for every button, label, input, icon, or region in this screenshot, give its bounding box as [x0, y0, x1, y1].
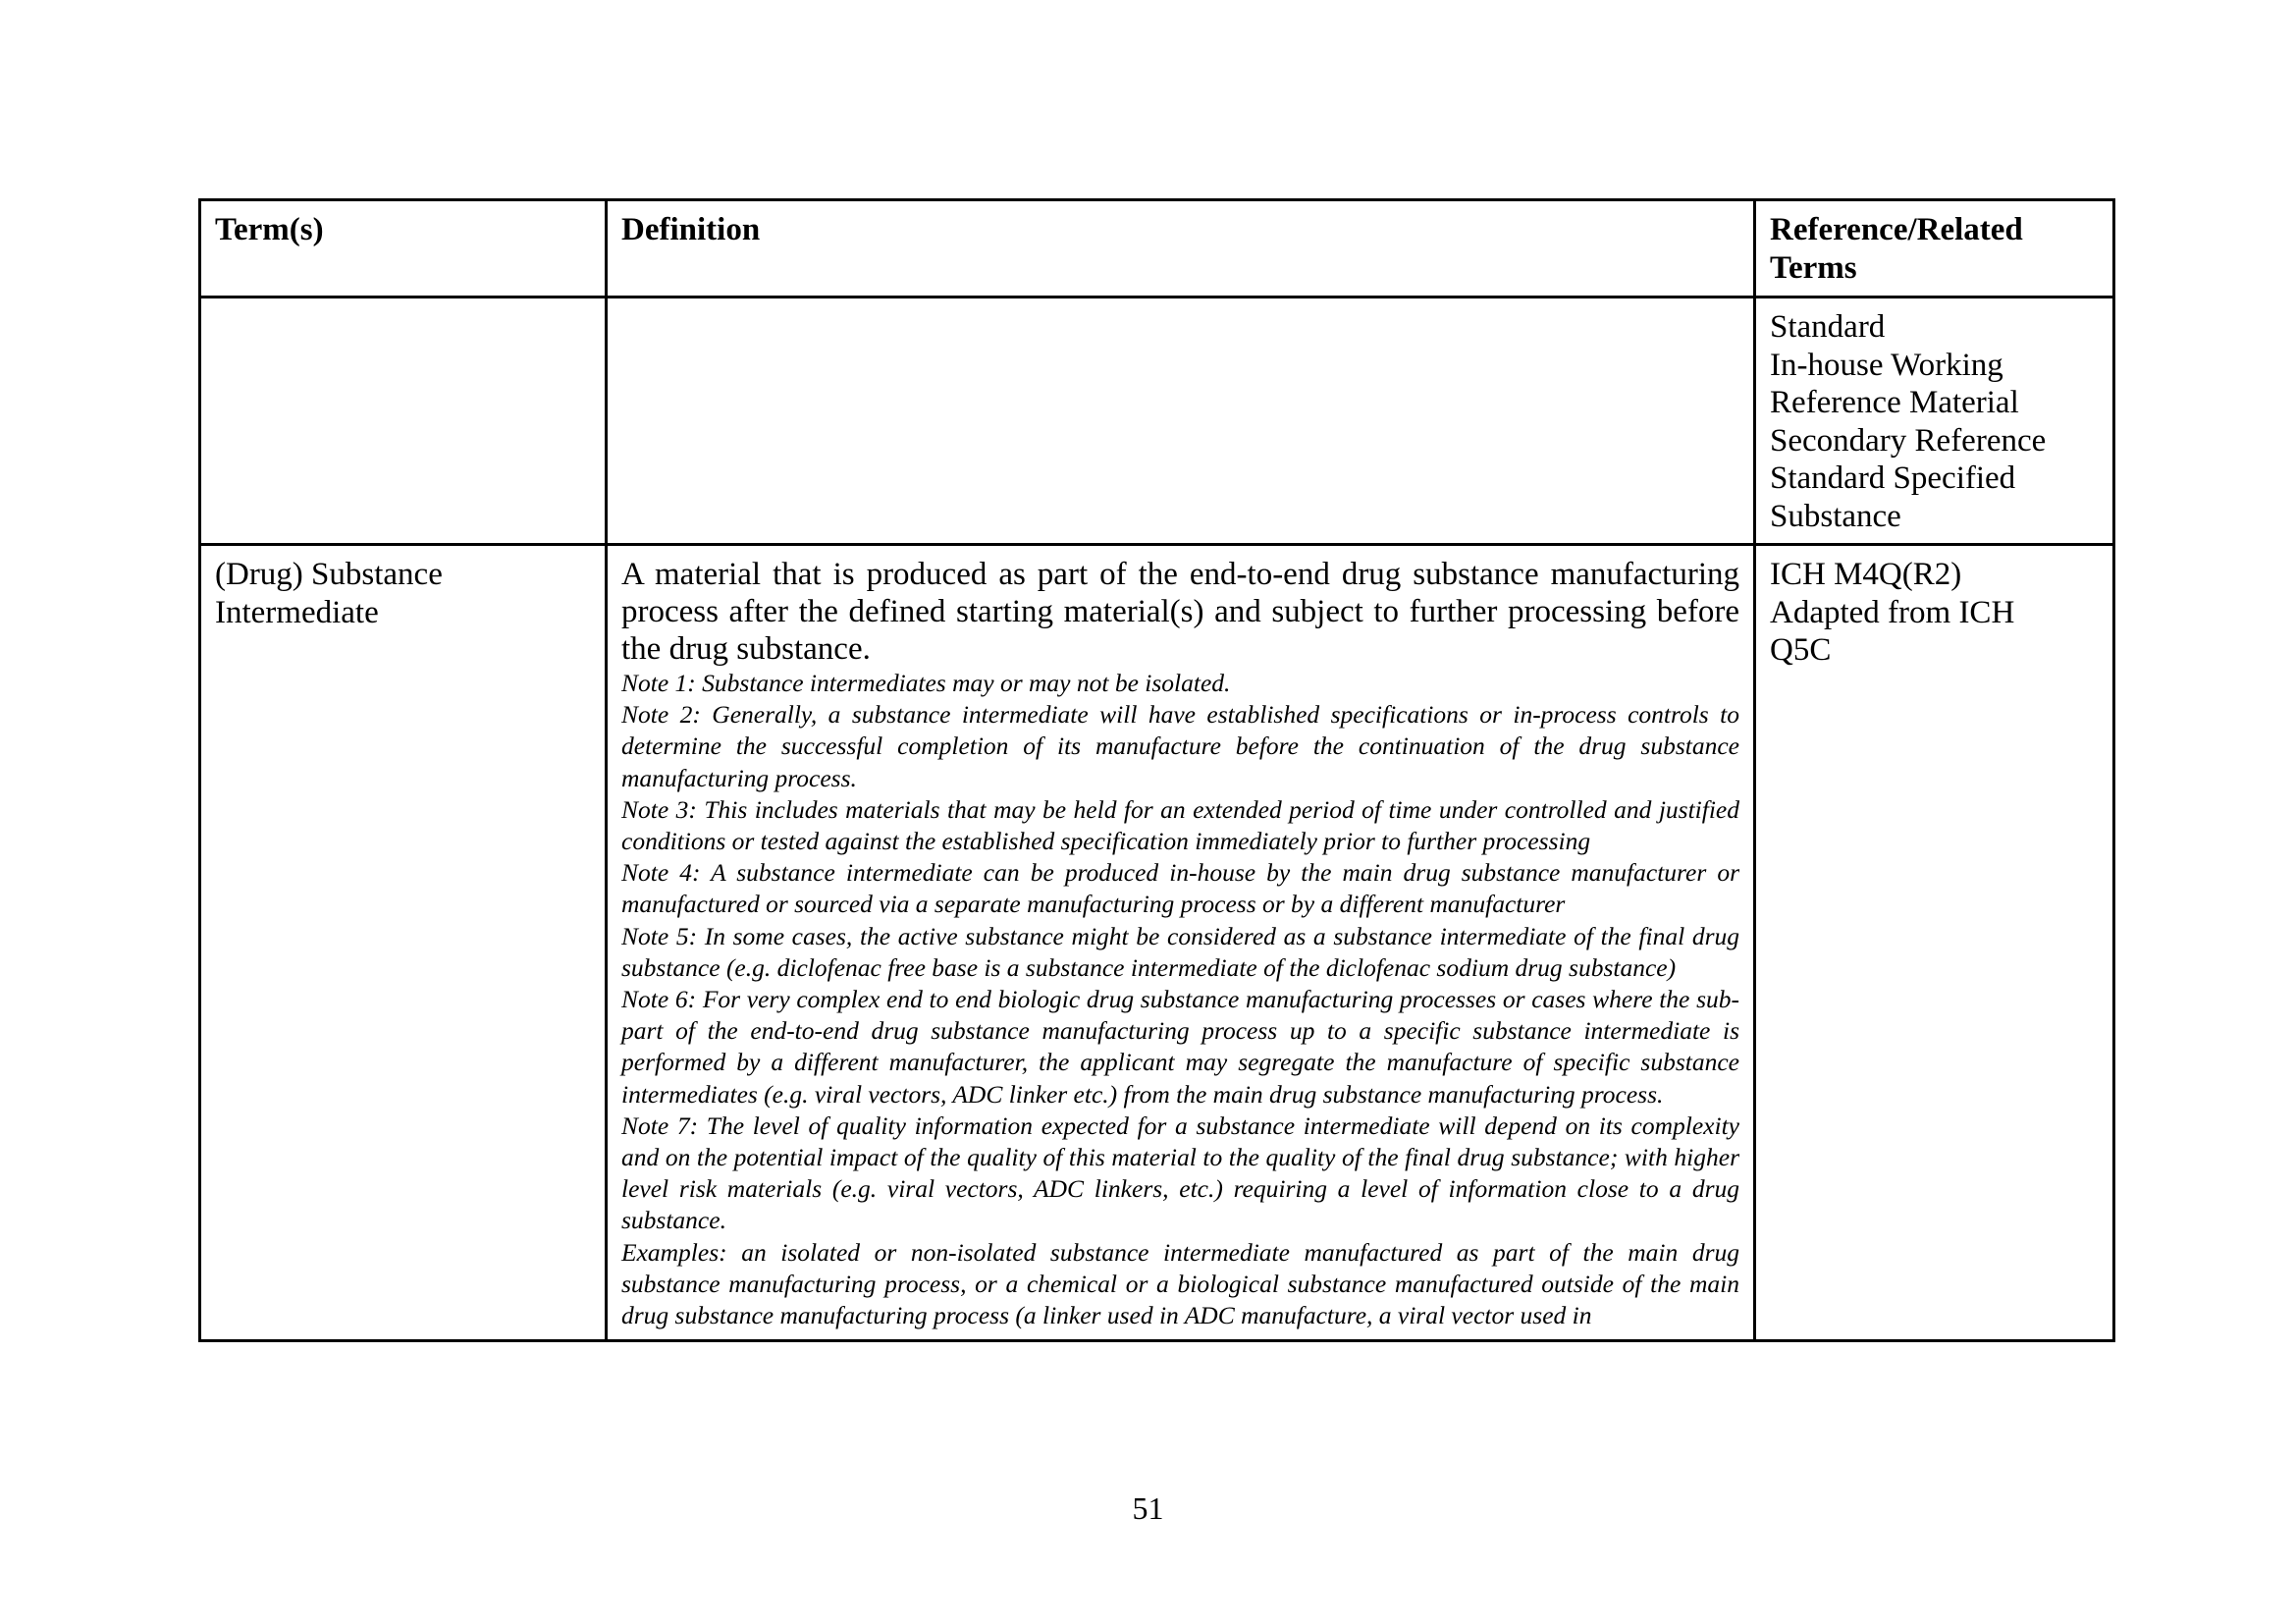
table-header-row — [200, 200, 2114, 298]
reference-line: Secondary Reference — [1770, 422, 2047, 459]
table-row-entry — [200, 545, 2114, 1341]
page-number: 51 — [1132, 1490, 1164, 1526]
entry-reference-cell — [1755, 545, 2114, 1341]
continued-term-cell — [200, 298, 607, 545]
header-term: Term(s) — [200, 200, 607, 298]
definition-note: Note 6: For very complex end to end biologic drug substance manufacturing processes or cases where the sub-part of the end-to-end drug substance manufacturing process up to a specific substance intermediate is performed by a different manufacturer, the applicant may segregate the manufacture of specific substance intermediates (e.g. viral vectors, ADC linker etc.) from the main drug substance manufacturing process. — [621, 985, 1739, 1109]
reference-line: Reference Material — [1770, 385, 2019, 420]
definition-examples: Examples: an isolated or non-isolated substance intermediate manufactured as part of the main drug substance manufacturing process, or a chemical or a biological substance manufactured outside of the main drug substance manufacturing process (a linker used in ADC manufacture, a viral vector used in — [621, 1237, 1739, 1330]
reference-line: Standard Specified — [1770, 460, 2016, 496]
reference-line: ICH M4Q(R2) — [1770, 557, 1962, 592]
entry-definition-cell — [607, 545, 1755, 1341]
definition-note: Note 2: Generally, a substance intermediate will have established specifications or in-process controls to determine the successful completion of its manufacture before the continuation of the drug substance manufacturing process. — [621, 700, 1739, 792]
definition-note: Note 5: In some cases, the active substance might be considered as a substance intermediate of the final drug substance (e.g. diclofenac free base is a substance intermediate of the diclofenac sodium drug substance) — [621, 921, 1739, 982]
definition-note: Note 3: This includes materials that may be held for an extended period of time under controlled and justified conditions or tested against the established specification immediately prior to further processing — [621, 794, 1739, 856]
glossary-table — [198, 198, 2115, 1342]
reference-line: Q5C — [1770, 632, 1832, 668]
entry-term-cell: (Drug) Substance Intermediate — [200, 545, 607, 1341]
definition-text: A material that is produced as part of the end-to-end drug substance manufacturing process after the defined starting material(s) and subject to further processing before the drug substance. — [621, 557, 1739, 667]
continued-reference-cell — [1755, 298, 2114, 545]
reference-line: In-house Working — [1770, 347, 2003, 383]
continued-definition-cell — [607, 298, 1755, 545]
header-reference: Reference/Related Terms — [1755, 200, 2114, 298]
table-row-continued — [200, 298, 2114, 545]
header-definition: Definition — [607, 200, 1755, 298]
reference-line: Adapted from ICH — [1770, 594, 2015, 630]
reference-line: Substance — [1770, 498, 1901, 534]
definition-note: Note 4: A substance intermediate can be produced in-house by the main drug substance manufacturer or manufactured or sourced via a separate manufacturing process or by a different manufacturer — [621, 858, 1739, 919]
definition-note: Note 1: Substance intermediates may or may not be isolated. — [621, 669, 1231, 697]
reference-line: Standard — [1770, 309, 1886, 345]
definition-note: Note 7: The level of quality information expected for a substance intermediate will depend on its complexity and on the potential impact of the quality of this material to the quality of the final drug substance; with higher level risk materials (e.g. viral vectors, ADC linkers, etc.) requiring a level of information close to a drug substance. — [621, 1110, 1739, 1235]
